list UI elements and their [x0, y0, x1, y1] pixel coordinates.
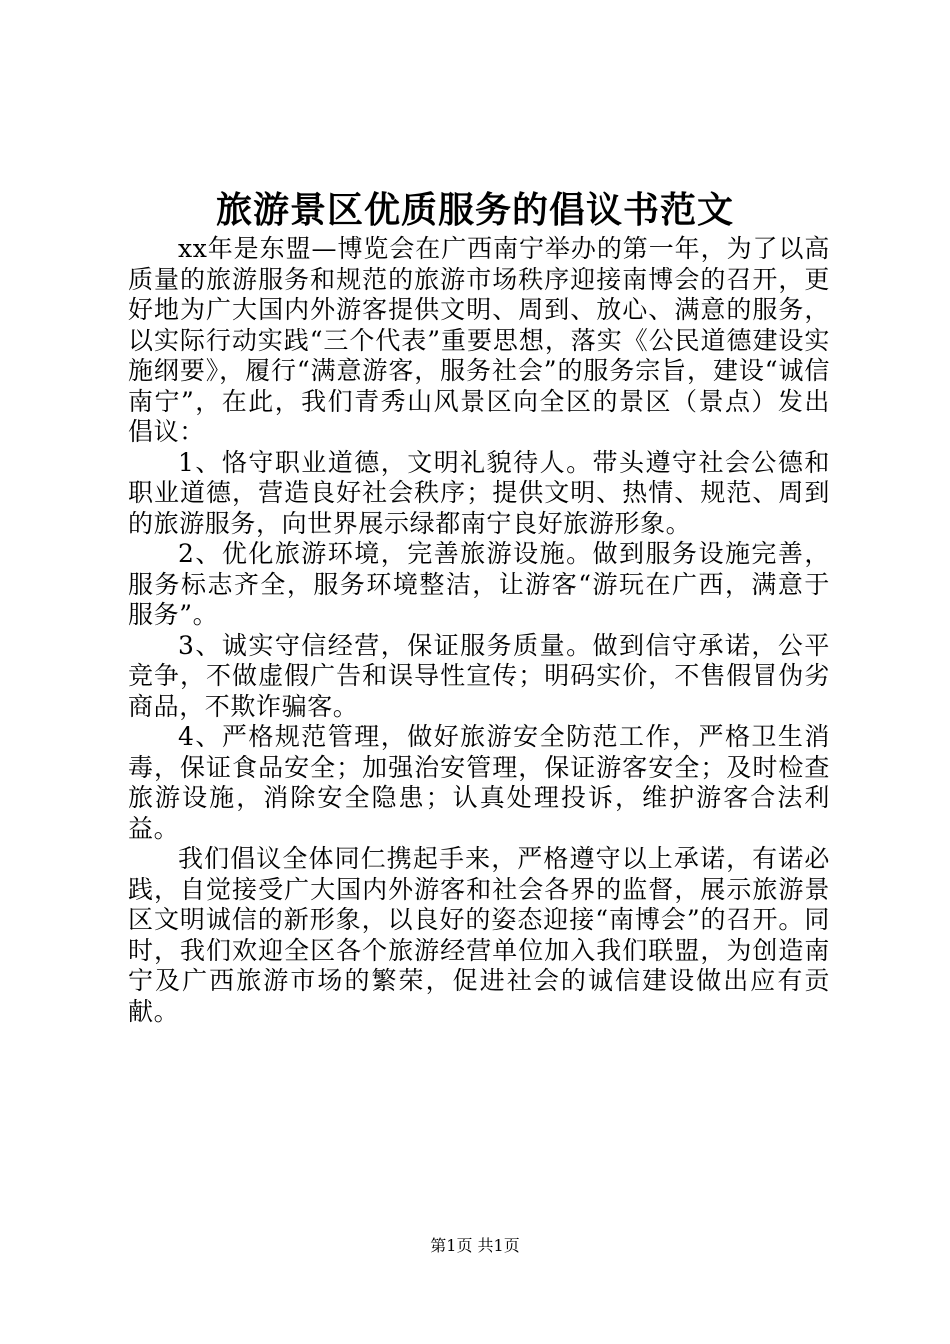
document-title: 旅游景区优质服务的倡议书范文 [215, 189, 734, 231]
closing-paragraph: 我们倡议全体同仁携起手来，严格遵守以上承诺，有诺必践，自觉接受广大国内外游客和社会各界的监督，展示旅游景区文明诚信的新形象，以良好的姿态迎接“南博会”的召开。同时，我们欢迎全区各个旅游经营单位加入我们联盟，为创造南宁及广西旅游市场的繁荣，促进社会的诚信建设做出应有贡献。 [128, 844, 830, 1026]
proposal-item-4: 4、严格规范管理，做好旅游安全防范工作，严格卫生消毒，保证食品安全；加强治安管理，保证游客安全；及时检查旅游设施，消除安全隐患；认真处理投诉，维护游客合法利益。 [128, 722, 830, 843]
proposal-item-3: 3、诚实守信经营，保证服务质量。做到信守承诺，公平竞争，不做虚假广告和误导性宣传；明码实价，不售假冒伪劣商品，不欺诈骗客。 [128, 630, 830, 721]
document-body [128, 234, 830, 1027]
proposal-item-2: 2、优化旅游环境，完善旅游设施。做到服务设施完善，服务标志齐全，服务环境整洁，让游客“游玩在广西，满意于服务”。 [128, 539, 830, 629]
proposal-item-1: 1、恪守职业道德，文明礼貌待人。带头遵守社会公德和职业道德，营造良好社会秩序；提供文明、热情、规范、周到的旅游服务，向世界展示绿都南宁良好旅游形象。 [128, 447, 830, 538]
page-footer: 第1页 共1页 [430, 1236, 520, 1255]
intro-paragraph: xx年是东盟—博览会在广西南宁举办的第一年，为了以高质量的旅游服务和规范的旅游市场秩序迎接南博会的召开，更好地为广大国内外游客提供文明、周到、放心、满意的服务，以实际行动实践“三个代表”重要思想，落实《公民道德建设实施纲要》，履行“满意游客，服务社会”的服务宗旨，建设“诚信南宁”，在此，我们青秀山风景区向全区的景区（景点）发出倡议： [128, 234, 830, 446]
